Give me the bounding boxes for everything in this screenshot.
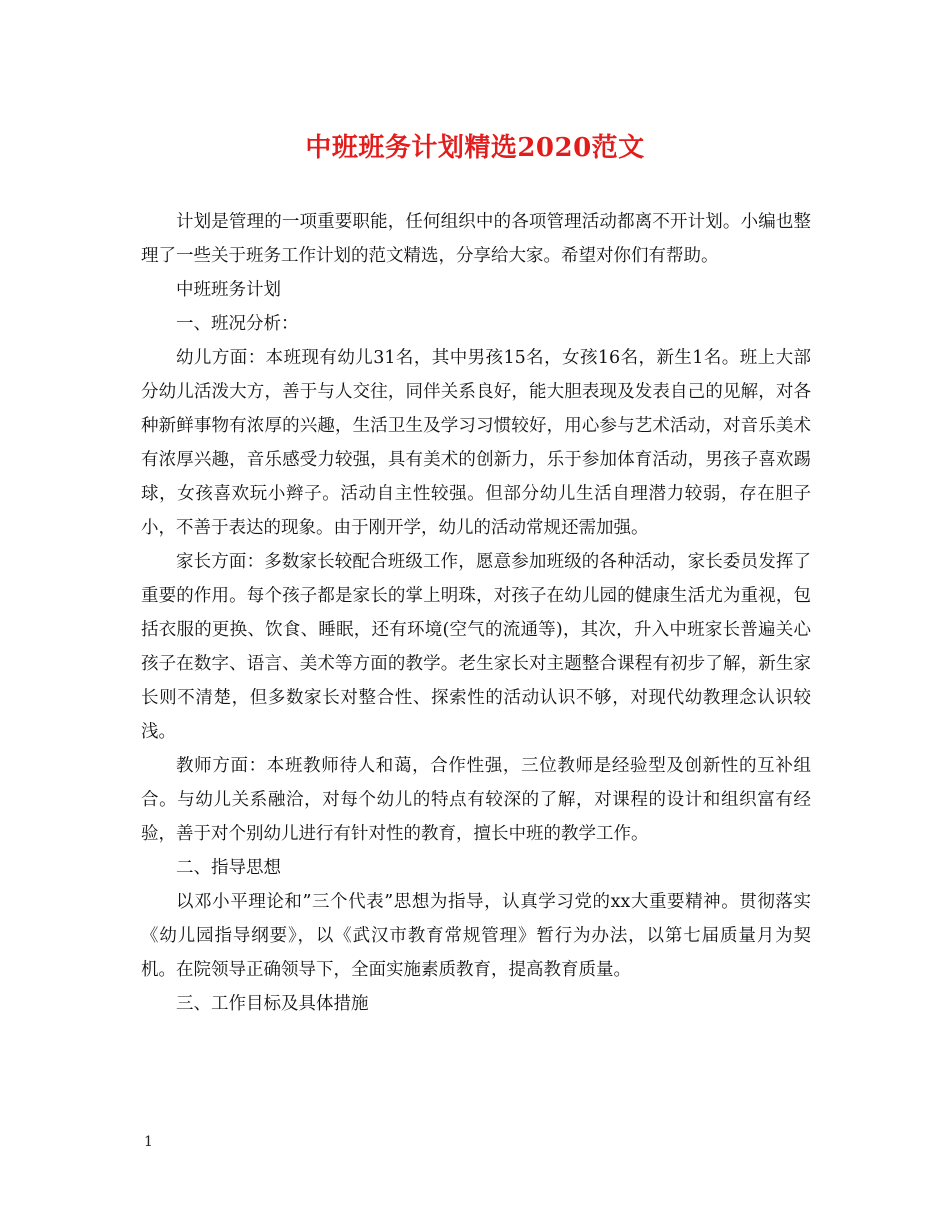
- section-heading-guiding-ideology: 二、指导思想: [176, 858, 281, 878]
- guiding-ideology-paragraph: 以邓小平理论和”三个代表”思想为指导，认真学习党的xx大重要精神。贯彻落实《幼儿园指导纲要》，以《武汉市教育常规管理》暂行为办法，以第七届质量月为契机。在院领导正确领导下，全面实施素质教育，提高教育质量。: [141, 892, 811, 980]
- parents-paragraph: 家长方面：多数家长较配合班级工作，愿意参加班级的各种活动，家长委员发挥了重要的作用。每个孩子都是家长的掌上明珠，对孩子在幼儿园的健康生活尤为重视，包括衣服的更换、饮食、睡眠，还有环境(空气的流通等)，其次，升入中班家长普遍关心孩子在数字、语言、美术等方面的教学。老生家长对主题整合课程有初步了解，新生家长则不清楚，但多数家长对整合性、探索性的活动认识不够，对现代幼教理念认识较浅。: [141, 552, 811, 742]
- section-heading-work-goals: 三、工作目标及具体措施: [176, 994, 369, 1014]
- section-heading-class-analysis: 一、班况分析：: [176, 314, 299, 334]
- page-number: 1: [144, 1134, 153, 1150]
- document-body: [141, 205, 811, 1021]
- children-paragraph: 幼儿方面：本班现有幼儿31名，其中男孩15名，女孩16名，新生1名。班上大部分幼儿活泼大方，善于与人交往，同伴关系良好，能大胆表现及发表自己的见解，对各种新鲜事物有浓厚的兴趣，生活卫生及学习习惯较好，用心参与艺术活动，对音乐美术有浓厚兴趣，音乐感受力较强，具有美术的创新力，乐于参加体育活动，男孩子喜欢踢球，女孩喜欢玩小辫子。活动自主性较强。但部分幼儿生活自理潜力较弱，存在胆子小，不善于表达的现象。由于刚开学，幼儿的活动常规还需加强。: [141, 348, 811, 538]
- document-title: 中班班务计划精选2020范文: [305, 133, 645, 163]
- plan-heading: 中班班务计划: [176, 280, 281, 300]
- teachers-paragraph: 教师方面：本班教师待人和蔼，合作性强，三位教师是经验型及创新性的互补组合。与幼儿关系融洽，对每个幼儿的特点有较深的了解，对课程的设计和组织富有经验，善于对个别幼儿进行有针对性的教育，擅长中班的教学工作。: [141, 756, 811, 844]
- intro-paragraph: 计划是管理的一项重要职能，任何组织中的各项管理活动都离不开计划。小编也整理了一些关于班务工作计划的范文精选，分享给大家。希望对你们有帮助。: [141, 212, 811, 266]
